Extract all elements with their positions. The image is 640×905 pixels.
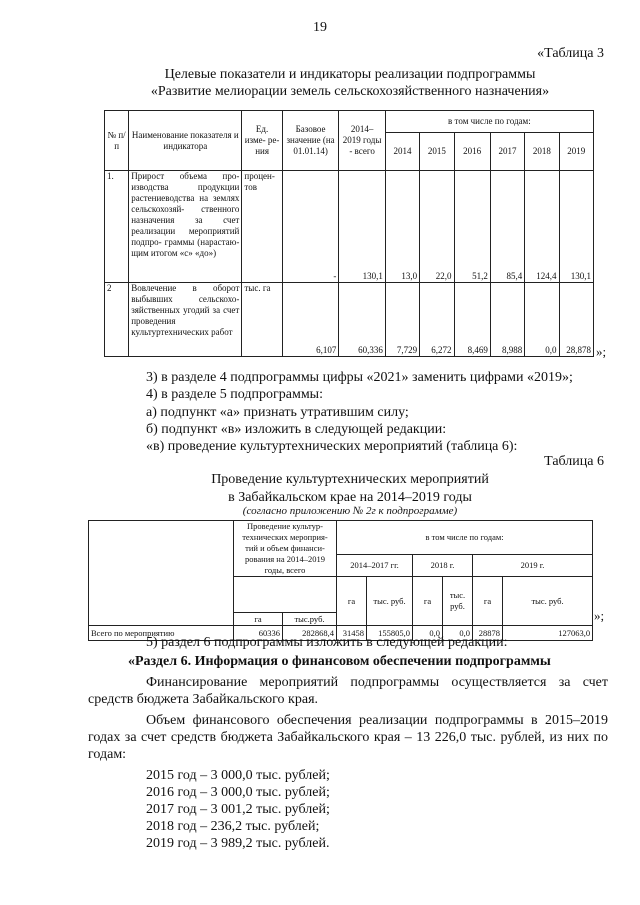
year-amount: 2015 год – 3 000,0 тыс. рублей; xyxy=(146,768,330,783)
table6-unit-ha: га xyxy=(413,577,443,626)
table-row xyxy=(105,171,594,283)
table6-unit-ha: га xyxy=(473,577,503,626)
year-value: 8,469 xyxy=(454,283,490,357)
indicator-name: Вовлечение в оборот выбывших сельскохо- зяйственных угодий за счет проведения культуртехнических работ xyxy=(129,283,242,357)
section-title: «Раздел 6. Информация о финансовом обеспечении подпрограммы xyxy=(128,654,551,669)
table6-value: 155805,0 xyxy=(367,626,413,641)
item-4: 4) в разделе 5 подпрограммы: xyxy=(146,387,323,402)
table6-title-line2: в Забайкальском крае на 2014–2019 годы xyxy=(228,490,472,505)
col-header-number: № п/п xyxy=(105,111,129,171)
table6-unit-rub: тыс. руб. xyxy=(503,577,593,626)
total-value: 60,336 xyxy=(339,283,385,357)
item-4a: а) подпункт «а» признать утратившим силу; xyxy=(146,405,409,420)
year-value: 0,0 xyxy=(525,283,559,357)
year-value: 130,1 xyxy=(559,171,593,283)
year-value: 85,4 xyxy=(490,171,524,283)
table6-row-label: Всего по мероприятию xyxy=(89,626,234,641)
table6-value: 31458 xyxy=(337,626,367,641)
table6-note: (согласно приложению № 2г к подпрограмме) xyxy=(242,505,458,517)
table6-period-header: 2014–2017 гг. xyxy=(337,555,413,577)
table6-value: 282868,4 xyxy=(283,626,337,641)
paragraph-financing: Финансирование мероприятий подпрограммы осуществляется за счет средств бюджета Забайкальского края. xyxy=(88,675,608,707)
table6-col-header-main-cont xyxy=(234,577,337,613)
year-value: 22,0 xyxy=(420,171,454,283)
table6-title-line1: Проведение культуртехнических мероприятий xyxy=(211,472,489,487)
table6-blank-header xyxy=(89,521,234,626)
table6-unit-ha-total: га xyxy=(234,613,283,626)
table-row xyxy=(105,283,594,357)
table6-value: 28878 xyxy=(473,626,503,641)
col-header-year: 2014 xyxy=(385,133,419,171)
col-header-year: 2015 xyxy=(420,133,454,171)
year-value: 8,988 xyxy=(490,283,524,357)
base-value: 6,107 xyxy=(282,283,339,357)
table6-unit-rub: тыс. руб. xyxy=(443,577,473,626)
table3 xyxy=(104,110,594,357)
year-value: 51,2 xyxy=(454,171,490,283)
col-header-by-years: в том числе по годам: xyxy=(385,111,593,133)
year-amount: 2018 год – 236,2 тыс. рублей; xyxy=(146,819,320,834)
year-value: 28,878 xyxy=(559,283,593,357)
col-header-name: Наименование показателя и индикатора xyxy=(129,111,242,171)
table6-col-header-by-years: в том числе по годам: xyxy=(337,521,593,555)
item-5: 5) раздел 6 подпрограммы изложить в следующей редакции: xyxy=(146,635,508,650)
table6-closing-quote: »; xyxy=(594,608,605,623)
item-4b: б) подпункт «в» изложить в следующей редакции: xyxy=(146,422,447,437)
col-header-unit: Ед. изме- ре- ния xyxy=(242,111,282,171)
row-number: 2 xyxy=(105,283,129,357)
item-3: 3) в разделе 4 подпрограммы цифры «2021» заменить цифрами «2019»; xyxy=(146,370,573,385)
table3-title-line1: Целевые показатели и индикаторы реализации подпрограммы xyxy=(164,67,536,82)
table6-value: 60336 xyxy=(234,626,283,641)
year-value: 7,729 xyxy=(385,283,419,357)
table6-value: 127063,0 xyxy=(503,626,593,641)
item-4v: «в) проведение культуртехнических мероприятий (таблица 6): xyxy=(146,439,518,454)
table3-title xyxy=(100,66,600,100)
table6-unit-ha: га xyxy=(337,577,367,626)
table6-value: 0,0 xyxy=(443,626,473,641)
indicator-unit: процен- тов xyxy=(242,171,282,283)
col-header-total: 2014– 2019 годы - всего xyxy=(339,111,385,171)
year-value: 6,272 xyxy=(420,283,454,357)
col-header-year: 2019 xyxy=(559,133,593,171)
table6-period-header: 2019 г. xyxy=(473,555,593,577)
table6-label: Таблица 6 xyxy=(544,454,604,469)
year-amount: 2017 год – 3 001,2 тыс. рублей; xyxy=(146,802,330,817)
table3-title-line2: «Развитие мелиорации земель сельскохозяйственного назначения» xyxy=(150,84,550,99)
col-header-year: 2017 xyxy=(490,133,524,171)
indicator-name: Прирост объема про- изводства продукции растениеводства на землях сельскохозяй- ственного назначения за счет реализации мероприятий подпро- граммы (нарастаю- щим итогом «с» «до») xyxy=(129,171,242,283)
col-header-base: Базовое значение (на 01.01.14) xyxy=(282,111,339,171)
table6-title xyxy=(100,471,600,507)
year-amount: 2016 год – 3 000,0 тыс. рублей; xyxy=(146,785,330,800)
year-value: 13,0 xyxy=(385,171,419,283)
table3-closing-quote: »; xyxy=(596,344,607,359)
base-value: - xyxy=(282,171,339,283)
col-header-year: 2016 xyxy=(454,133,490,171)
year-amount: 2019 год – 3 989,2 тыс. рублей. xyxy=(146,836,330,851)
col-header-year: 2018 xyxy=(525,133,559,171)
page-number: 19 xyxy=(313,20,327,35)
table6-value: 0,0 xyxy=(413,626,443,641)
total-value: 130,1 xyxy=(339,171,385,283)
table6-col-header-main: Проведение культур- технических мероприя- тий и объем финанси- рования на 2014–2019 годы, всего xyxy=(234,521,337,577)
table6-unit-rub: тыс. руб. xyxy=(367,577,413,626)
table6 xyxy=(88,520,593,641)
table3-reference: «Таблица 3 xyxy=(537,46,604,61)
table6-unit-rub-total: тыс.руб. xyxy=(283,613,337,626)
row-number: 1. xyxy=(105,171,129,283)
year-value: 124,4 xyxy=(525,171,559,283)
table6-period-header: 2018 г. xyxy=(413,555,473,577)
indicator-unit: тыс. га xyxy=(242,283,282,357)
paragraph-volume: Объем финансового обеспечения реализации подпрограммы в 2015–2019 годах за счет средств бюджета Забайкальского края – 13 226,0 тыс. рублей, из них по годам: xyxy=(88,713,608,762)
